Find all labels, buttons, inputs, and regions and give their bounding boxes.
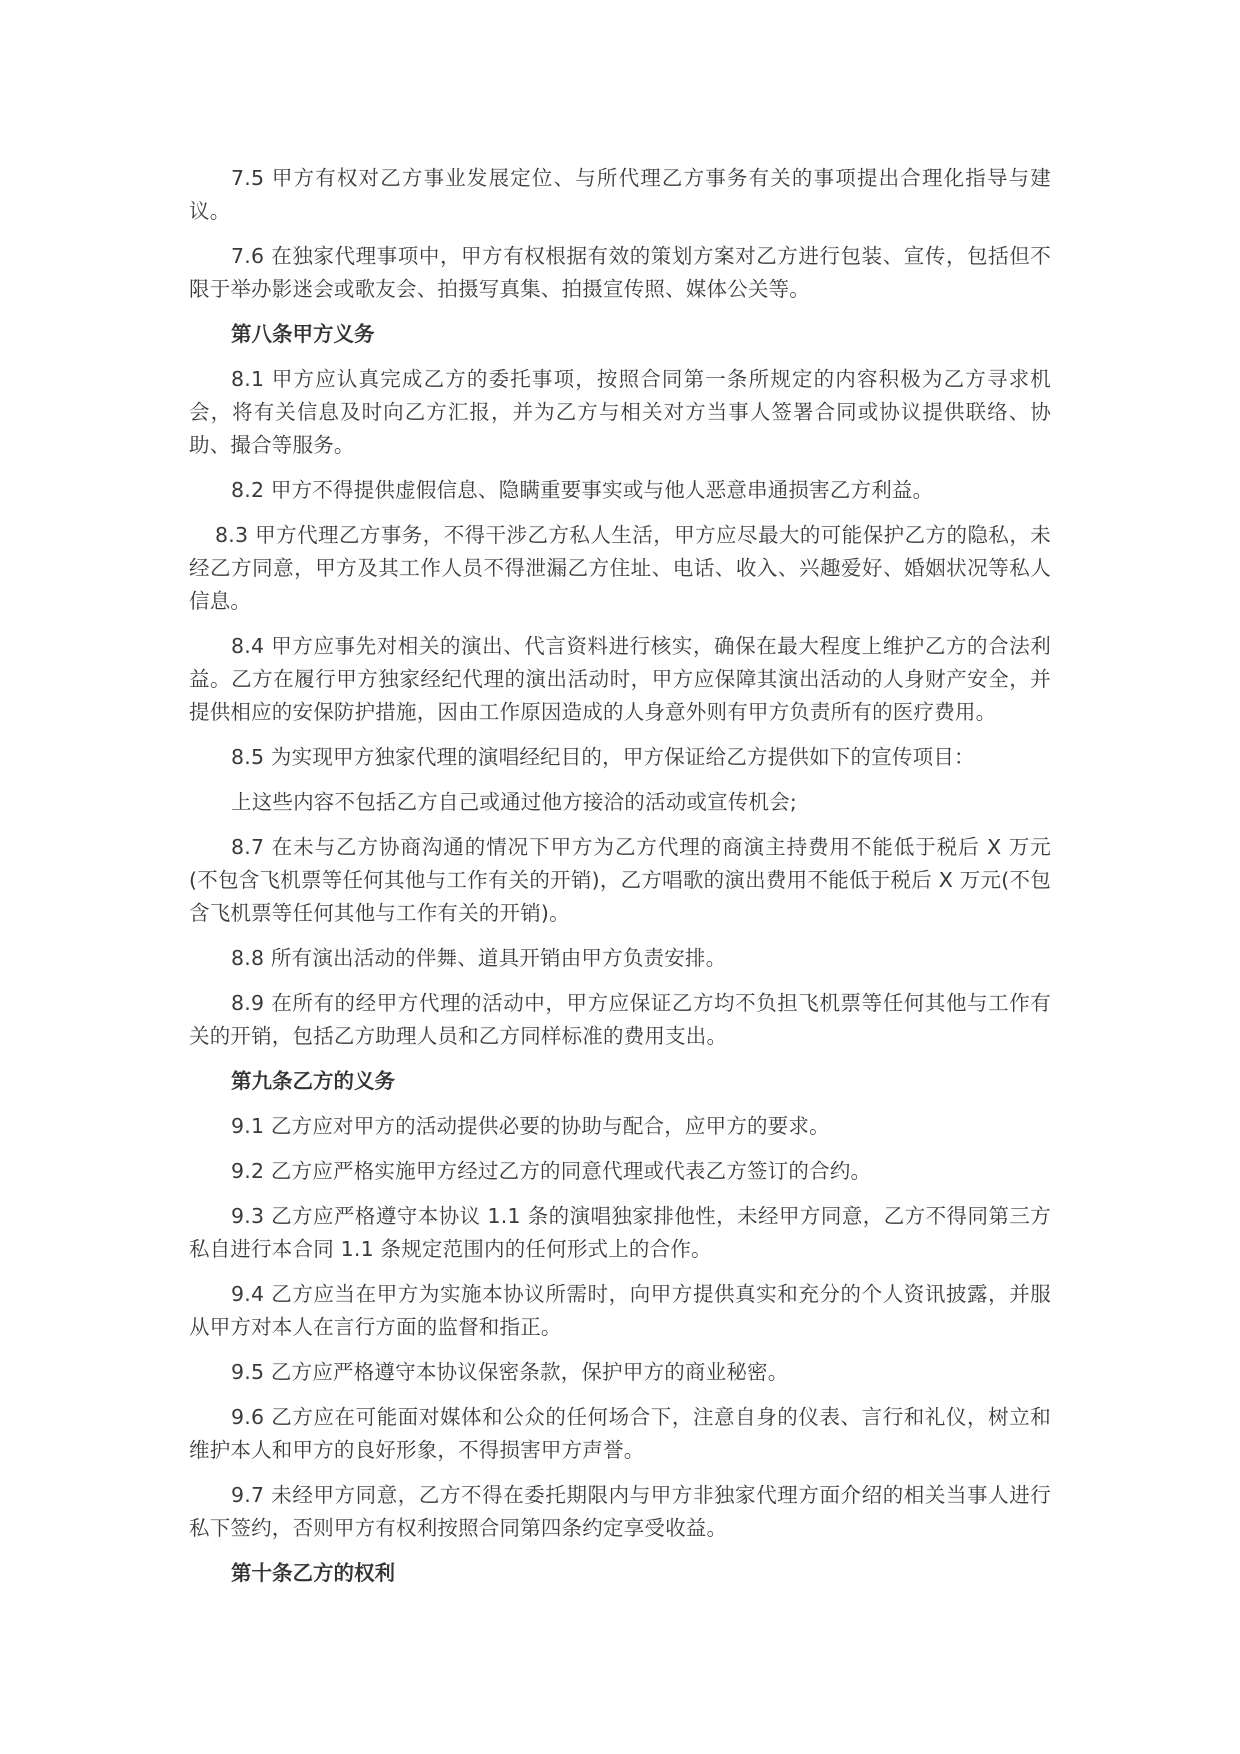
clause-7-5: 7.5 甲方有权对乙方事业发展定位、与所代理乙方事务有关的事项提出合理化指导与建议。 [189,166,1051,223]
document-page [189,162,1051,1602]
clause-8-1: 8.1 甲方应认真完成乙方的委托事项，按照合同第一条所规定的内容积极为乙方寻求机会，将有关信息及时向乙方汇报，并为乙方与相关对方当事人签署合同或协议提供联络、协助、撮合等服务。 [189,367,1051,457]
clause-8-3: 8.3 甲方代理乙方事务，不得干涉乙方私人生活，甲方应尽最大的可能保护乙方的隐私，未经乙方同意，甲方及其工作人员不得泄漏乙方住址、电话、收入、兴趣爱好、婚姻状况等私人信息。 [189,523,1051,613]
clause-7-6: 7.6 在独家代理事项中，甲方有权根据有效的策划方案对乙方进行包装、宣传，包括但不限于举办影迷会或歌友会、拍摄写真集、拍摄宣传照、媒体公关等。 [189,244,1051,301]
article-8-heading: 第八条甲方义务 [231,322,375,346]
article-10-heading: 第十条乙方的权利 [231,1561,395,1585]
clause-8-2: 8.2 甲方不得提供虚假信息、隐瞒重要事实或与他人恶意串通损害乙方利益。 [231,478,934,502]
clause-9-6: 9.6 乙方应在可能面对媒体和公众的任何场合下，注意自身的仪表、言行和礼仪，树立和维护本人和甲方的良好形象，不得损害甲方声誉。 [189,1405,1051,1462]
clause-9-3: 9.3 乙方应严格遵守本协议 1.1 条的演唱独家排他性，未经甲方同意，乙方不得同第三方私自进行本合同 1.1 条规定范围内的任何形式上的合作。 [189,1204,1051,1261]
clause-8-4: 8.4 甲方应事先对相关的演出、代言资料进行核实，确保在最大程度上维护乙方的合法利益。乙方在履行甲方独家经纪代理的演出活动时，甲方应保障其演出活动的人身财产安全，并提供相应的安保防护措施，因由工作原因造成的人身意外则有甲方负责所有的医疗费用。 [189,634,1051,724]
clause-9-4: 9.4 乙方应当在甲方为实施本协议所需时，向甲方提供真实和充分的个人资讯披露，并服从甲方对本人在言行方面的监督和指正。 [189,1282,1051,1339]
clause-9-1: 9.1 乙方应对甲方的活动提供必要的协助与配合，应甲方的要求。 [231,1114,830,1138]
article-9-heading: 第九条乙方的义务 [231,1069,395,1093]
clause-8-8: 8.8 所有演出活动的伴舞、道具开销由甲方负责安排。 [231,946,727,970]
clause-8-5: 8.5 为实现甲方独家代理的演唱经纪目的，甲方保证给乙方提供如下的宣传项目： [231,745,975,769]
clause-8-7: 8.7 在未与乙方协商沟通的情况下甲方为乙方代理的商演主持费用不能低于税后 X 万元(不包含飞机票等任何其他与工作有关的开销)，乙方唱歌的演出费用不能低于税后 X 万元(不包含飞机票等任何其他与工作有关的开销)。 [189,835,1051,925]
clause-9-5: 9.5 乙方应严格遵守本协议保密条款，保护甲方的商业秘密。 [231,1360,789,1384]
clause-9-7: 9.7 未经甲方同意，乙方不得在委托期限内与甲方非独家代理方面介绍的相关当事人进行私下签约，否则甲方有权利按照合同第四条约定享受收益。 [189,1483,1051,1540]
clause-8-5-note: 上这些内容不包括乙方自己或通过他方接洽的活动或宣传机会; [231,790,798,814]
clause-8-9: 8.9 在所有的经甲方代理的活动中，甲方应保证乙方均不负担飞机票等任何其他与工作有关的开销，包括乙方助理人员和乙方同样标准的费用支出。 [189,991,1051,1048]
clause-9-2: 9.2 乙方应严格实施甲方经过乙方的同意代理或代表乙方签订的合约。 [231,1159,872,1183]
